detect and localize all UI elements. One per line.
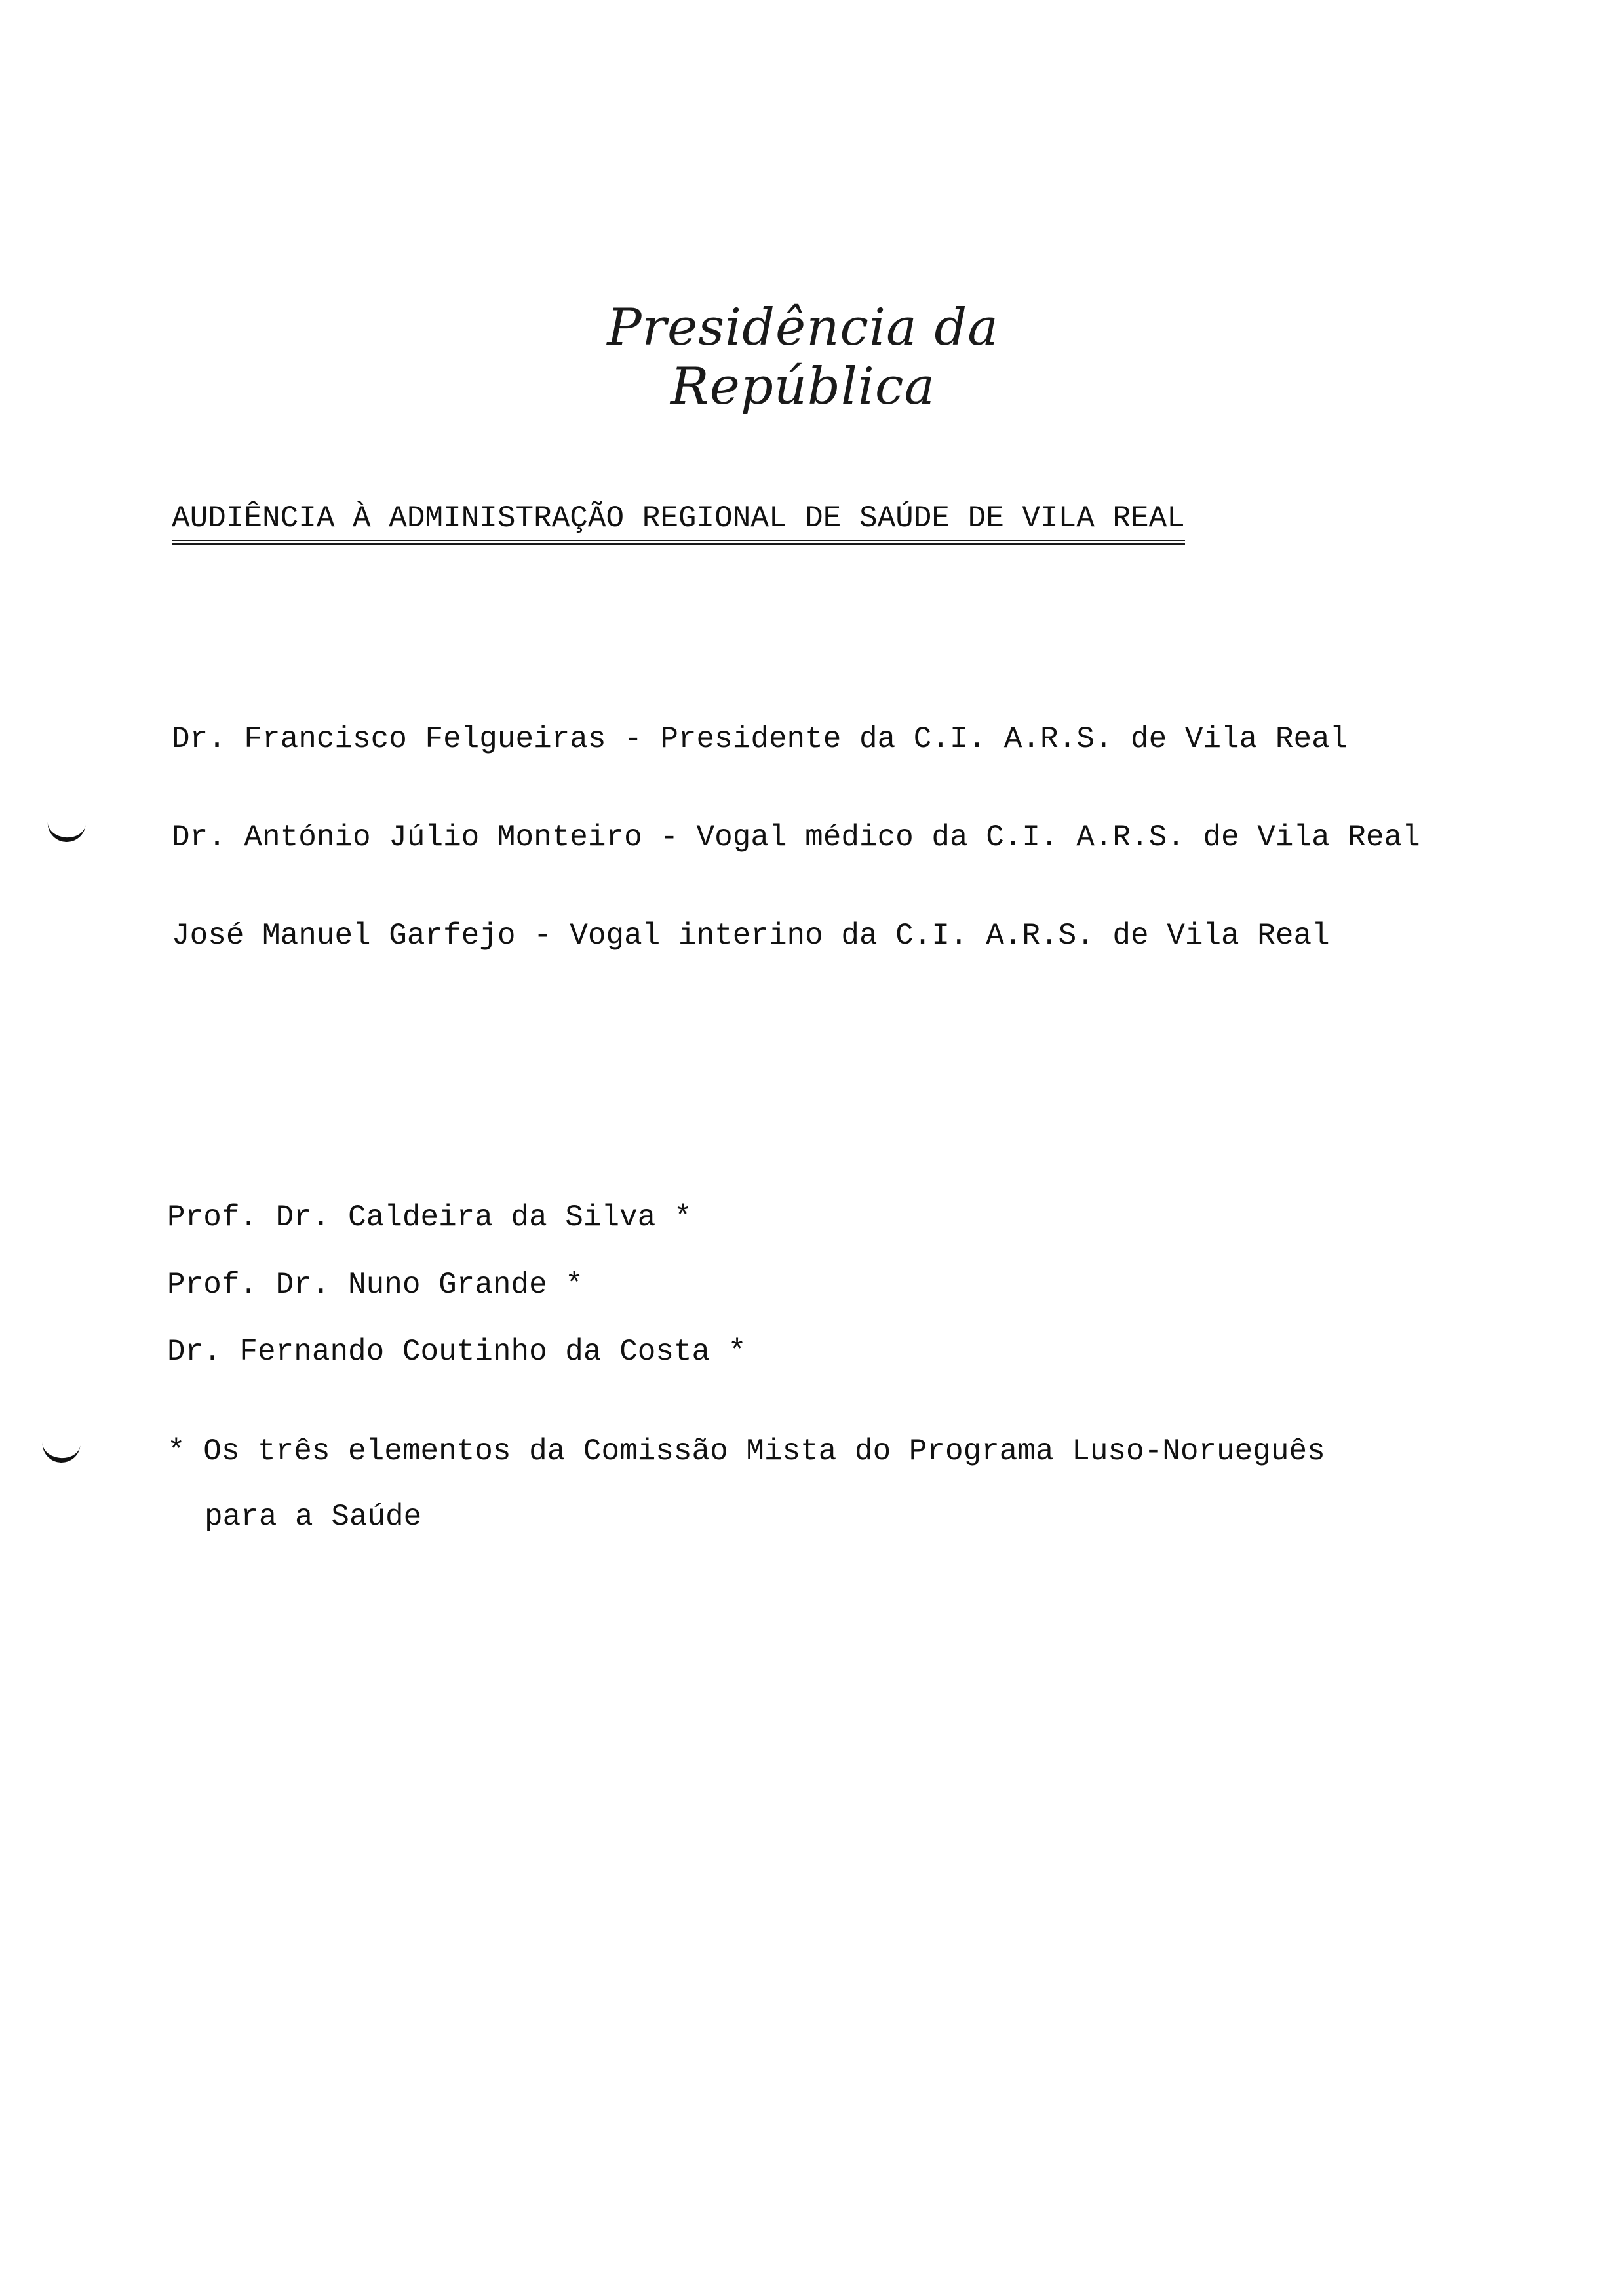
commission-member-1: Prof. Dr. Caldeira da Silva * xyxy=(167,1200,692,1234)
margin-mark-1 xyxy=(47,816,86,843)
commission-member-3: Dr. Fernando Coutinho da Costa * xyxy=(167,1335,747,1369)
letterhead-presidencia: Presidência da República xyxy=(607,298,999,416)
footnote-line-1: * Os três elementos da Comissão Mista do Programa Luso-Norueguês xyxy=(167,1434,1325,1468)
margin-mark-2 xyxy=(41,1437,81,1464)
footnote-line-2: para a Saúde xyxy=(204,1500,422,1534)
attendee-line-3: José Manuel Garfejo - Vogal interino da C.I. A.R.S. de Vila Real xyxy=(172,919,1330,953)
attendee-line-2: Dr. António Júlio Monteiro - Vogal médico da C.I. A.R.S. de Vila Real xyxy=(172,820,1420,854)
commission-member-2: Prof. Dr. Nuno Grande * xyxy=(167,1268,583,1302)
document-title: AUDIÊNCIA À ADMINISTRAÇÃO REGIONAL DE SAÚDE DE VILA REAL xyxy=(172,503,1185,545)
attendee-line-1: Dr. Francisco Felgueiras - Presidente da C.I. A.R.S. de Vila Real xyxy=(172,722,1348,756)
